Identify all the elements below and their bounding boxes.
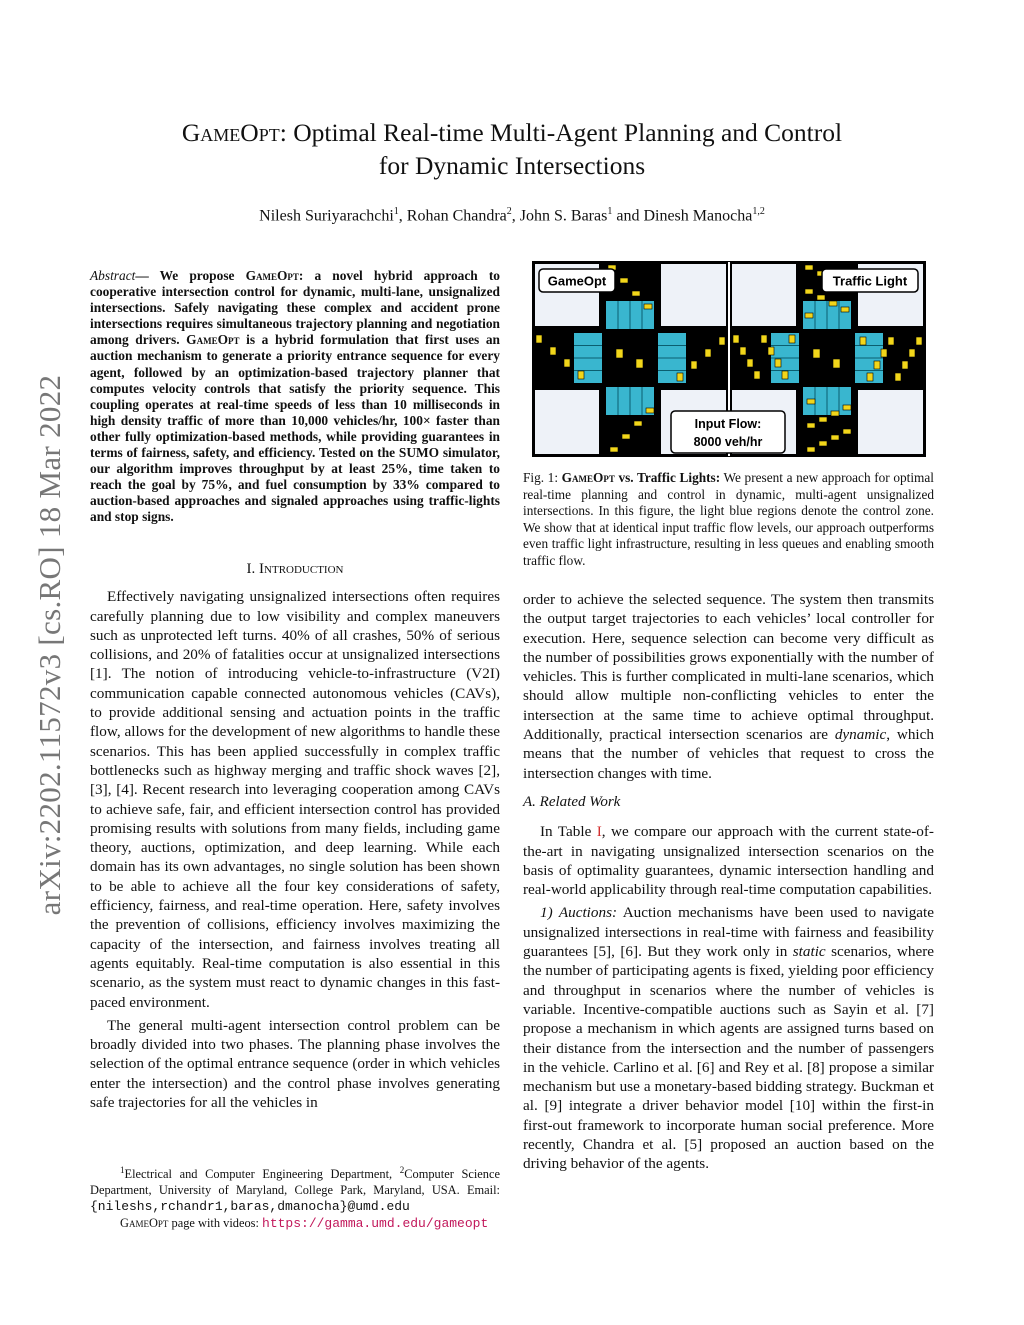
footnote-text: Computer Science Department, University of Maryland, College Park, Maryland, USA. Email: [90, 1167, 500, 1198]
caption-text: We present a new approach for optimal real-time planning and control in dynamic, multi-agent unsignalized intersections. In this figure, the light blue regions denote the control zone. We show that at identical input traffic flow levels, our approach outperforms even traffic light infrastructure, resulting in less queues and enabling smooth traffic flow. [523, 470, 934, 568]
caption-title: vs. Traffic Lights: [614, 470, 721, 485]
vehicle [895, 373, 901, 381]
vehicle [620, 278, 628, 283]
text: Auction mechanisms have been used to navigate unsignalized intersections in real-time with fairness and feasibility guarantees [5], [6]. But they work only in [523, 904, 934, 961]
right-column [523, 590, 934, 1174]
lane-line [630, 387, 631, 415]
project-link[interactable]: https://gamma.umd.edu/gameopt [262, 1216, 489, 1232]
right-paragraph-1 [523, 590, 934, 783]
title-line1: : Optimal Real-time Multi-Agent Planning and Control [279, 118, 843, 147]
vehicle [634, 421, 642, 426]
text: order to achieve the selected sequence. The system then transmits the output target trajectories to each vehicles’ local controller for execution. Here, sequence selection can become very difficult as the number of possibilities grows exponentially with the number of vehicles. This is further complicated in multi-lane scenarios, which should allow multiple non-conflicting vehicles to enter the intersection at the same time to achieve optimal throughput. Additionally, practical intersection scenarios are [523, 591, 934, 744]
table-reference-link[interactable]: I [596, 823, 602, 841]
vehicle [819, 417, 827, 422]
city-block [732, 264, 796, 326]
vehicle [610, 447, 618, 452]
vehicle [747, 359, 753, 367]
vehicle [761, 335, 767, 343]
vehicle [550, 347, 556, 355]
lane-line [658, 345, 686, 346]
figure-caption [523, 470, 934, 570]
footnote-sup: 2 [399, 1165, 405, 1175]
lane-line [771, 345, 799, 346]
author-affil: 1 [393, 206, 399, 217]
vehicle [564, 359, 570, 367]
vehicle [632, 291, 640, 296]
vehicle [909, 349, 915, 357]
section-number: I. [246, 561, 256, 577]
label-traffic-light: Traffic Light [832, 273, 908, 289]
vehicle [768, 347, 774, 355]
footnote-emails: {nileshs,rchandr1,baras,dmanocha}@umd.edu [90, 1199, 410, 1215]
vehicle [916, 337, 922, 345]
vehicle [789, 335, 795, 343]
vehicle [677, 373, 683, 381]
vehicle [805, 289, 813, 294]
vehicle [867, 373, 873, 381]
lane-line [642, 387, 643, 415]
input-flow-value: 8000 veh/hr [693, 435, 763, 449]
author-name: Rohan Chandra [406, 207, 507, 225]
lane-line [658, 370, 686, 371]
text: scenarios, where the number of participating agents is fixed, yielding poor efficiency and throughput in scenarios where the number of vehicles is variable. Incentive-compatible auctions such as Sayin et al. [7] propose a mechanism in which agents are assigned turns based on their distance from the intersection and the number of passengers in the vehicle. Carlino et al. [6] and Rey et al. [8] propose a similar mechanism but use a monetary-based bidding strategy. Buckman et al. [9] integrate a driver behavior model [10] within the first-in first-out framework to incorporate human social preference. More recently, Chandra et al. [5] proposed an auction based on the driving behavior of the agents. [523, 943, 935, 1173]
vehicle [782, 371, 788, 379]
abstract-text-1: : a novel hybrid approach to cooperative intersection control for dynamic, multi-lane, unsignalized intersections. Safely navigating these complex and accident prone intersections requires simultaneous trajectory planning and negotiation among drivers. [90, 268, 500, 348]
text: In Table [540, 823, 597, 841]
vehicle [860, 337, 866, 345]
abstract-dash: — We propose [135, 268, 246, 283]
vehicle [902, 361, 908, 369]
footnote-sup: 1 [120, 1165, 125, 1175]
section-title: Introduction [259, 561, 344, 577]
vehicle [807, 423, 815, 428]
vehicle [829, 301, 837, 306]
vehicle [691, 361, 697, 369]
footnote-method-name: GameOpt [120, 1216, 169, 1231]
vehicle [831, 435, 839, 440]
lane-line [855, 370, 883, 371]
lane-line [855, 358, 883, 359]
emphasis: dynamic [834, 726, 887, 744]
vehicle [644, 304, 652, 309]
footnote-text: Electrical and Computer Engineering Department, [124, 1167, 400, 1182]
vehicle [807, 399, 815, 404]
text: , which means that the number of vehicles that request to cross the intersection changes with time. [523, 726, 934, 782]
abstract [90, 268, 500, 526]
vehicle [636, 359, 643, 368]
vehicle [705, 349, 711, 357]
vehicle [616, 349, 623, 358]
vehicle [888, 337, 894, 345]
lane-line [574, 358, 602, 359]
vehicle [622, 434, 630, 439]
intro-paragraph-2: The general multi-agent intersection control problem can be broadly divided into two phases. The planning phase involves the selection of the optimal entrance sequence (order in which vehicles enter the intersection) and the control phase involves generating safe trajectories for all the vehicles in [90, 1016, 500, 1112]
vehicle [881, 349, 887, 357]
left-column [90, 560, 500, 1112]
city-block [858, 390, 923, 454]
city-block [661, 264, 726, 326]
figure-number: Fig. 1: [523, 470, 562, 485]
vehicle [733, 335, 739, 343]
vehicle [843, 429, 851, 434]
paper-title [120, 116, 904, 182]
lane-line [574, 345, 602, 346]
vehicle [819, 441, 827, 446]
city-block [535, 390, 599, 454]
lane-line [771, 358, 799, 359]
lane-line [630, 301, 631, 329]
vehicle [536, 335, 542, 343]
author-affil: 1 [607, 206, 613, 217]
intro-paragraph-1: Effectively navigating unsignalized intersections often requires carefully planning due to low visibility and complex maneuvers such as unprotected left turns. 40% of all crashes, 50% of serious collisions, and 20% of fatalities occur at unsignalized intersections [1]. The notion of introducing vehicle-to-infrastructure (V2I) communication capable connected autonomous vehicles (CAVs), to provide additional sensing and actuation points in the traffic flow, allows for the development of new algorithms to handle these scenarios. This has been applied successfully in complex traffic bottlenecks such as highway merging and traffic shock waves [2], [3], [4]. Recent research into leveraging cooperation among CAVs to achieve safe, fair, and efficient intersection control has provided promising results with solutions from many fields, including game theory, auctions, optimization, and deep learning. While each domain has its own advantages, no single solution has been shown to be able to achieve all the four key considerations of safety, efficiency, fairness, and real-time operation. Here, safety involves the prevention of collisions, efficiency involves maximizing the capacity of the intersection, and fairness involves treating all agents equitably. Real-time computation is also essential in this scenario, as the system must react to dynamic changes in this fast-paced environment. [90, 588, 500, 1011]
section-heading [90, 560, 500, 579]
subsection-heading: A. Related Work [523, 793, 621, 810]
vehicle [807, 447, 815, 452]
vehicle [841, 307, 849, 312]
vehicle [719, 337, 725, 345]
arxiv-id: arXiv:2202.11572v3 [cs.RO] 18 Mar 2022 [32, 374, 67, 916]
input-flow-label: Input Flow: [694, 417, 762, 431]
vehicle [578, 371, 584, 379]
label-gameopt: GameOpt [547, 273, 607, 289]
lane-line [618, 301, 619, 329]
vehicle [813, 349, 820, 358]
lane-line [658, 358, 686, 359]
title-line2: for Dynamic Intersections [378, 151, 646, 180]
auctions-paragraph [523, 903, 934, 1173]
vehicle [740, 347, 746, 355]
author-list: Nilesh Suriyarachchi$^1$, Rohan Chandra$^2$, John S. Baras$^1$ and Dinesh Manocha$^{1,2}$ [259, 206, 765, 225]
abstract-method-name-2: GameOpt [186, 332, 240, 348]
author-name: Dinesh Manocha [643, 207, 753, 225]
figure-intersections [532, 261, 926, 457]
related-paragraph [523, 822, 934, 899]
author-affil: 2 [506, 206, 512, 217]
author-name: Nilesh Suriyarachchi [259, 207, 394, 225]
lane-line [827, 387, 828, 415]
caption-method-name: GameOpt [561, 470, 615, 485]
vehicle [833, 359, 840, 368]
author-name: John S. Baras [519, 207, 608, 225]
abstract-method-name: GameOpt [245, 268, 299, 283]
auctions-heading: 1) Auctions: [540, 904, 618, 922]
emphasis: static [792, 943, 826, 961]
abstract-label: Abstract [90, 268, 136, 283]
lane-line [642, 301, 643, 329]
footnotes [90, 1162, 500, 1232]
vehicle [646, 408, 654, 413]
vehicle [843, 405, 851, 410]
footnote-videos [90, 1215, 500, 1232]
arxiv-stamp [30, 345, 70, 945]
title-method-name: GameOpt [181, 118, 280, 147]
vehicle [775, 359, 781, 367]
vehicle [817, 295, 825, 300]
vehicle [805, 265, 813, 270]
footnote-text: page with videos: [168, 1216, 263, 1231]
vehicle [805, 313, 813, 318]
lane-line [618, 387, 619, 415]
lane-line [827, 301, 828, 329]
lane-line [855, 345, 883, 346]
lane-line [839, 301, 840, 329]
lane-line [815, 301, 816, 329]
vehicle [831, 411, 839, 416]
author-affil: 1,2 [752, 206, 765, 217]
text: , we compare our approach with the current state-of-the-art in navigating unsignalized intersection scenarios on the basis of optimality guarantees, dynamic intersection handling and real-world applicability through real-time computation capabilities. [523, 823, 934, 899]
vehicle [754, 371, 760, 379]
vehicle [874, 361, 880, 369]
abstract-text-2: is a hybrid formulation that first uses an auction mechanism to generate a priority entrance sequence for every agent, followed by an optimization-based trajectory planner that computes velocity controls that satisfy the priority sequence. This coupling operates at real-time speeds of less than 10 milliseconds in high density traffic of more than 10,000 vehicles/hr, 100× faster than other fully optimization-based methods, while providing guarantees in terms of fairness, safety, and efficiency. Tested on the SUMO simulator, our algorithm improves throughput by at least 25%, time taken to reach the goal by 75%, and fuel consumption by 33% compared to auction-based approaches and signaled approaches using traffic-lights and stop signs. [90, 332, 500, 525]
footnote-affiliations [90, 1162, 500, 1215]
